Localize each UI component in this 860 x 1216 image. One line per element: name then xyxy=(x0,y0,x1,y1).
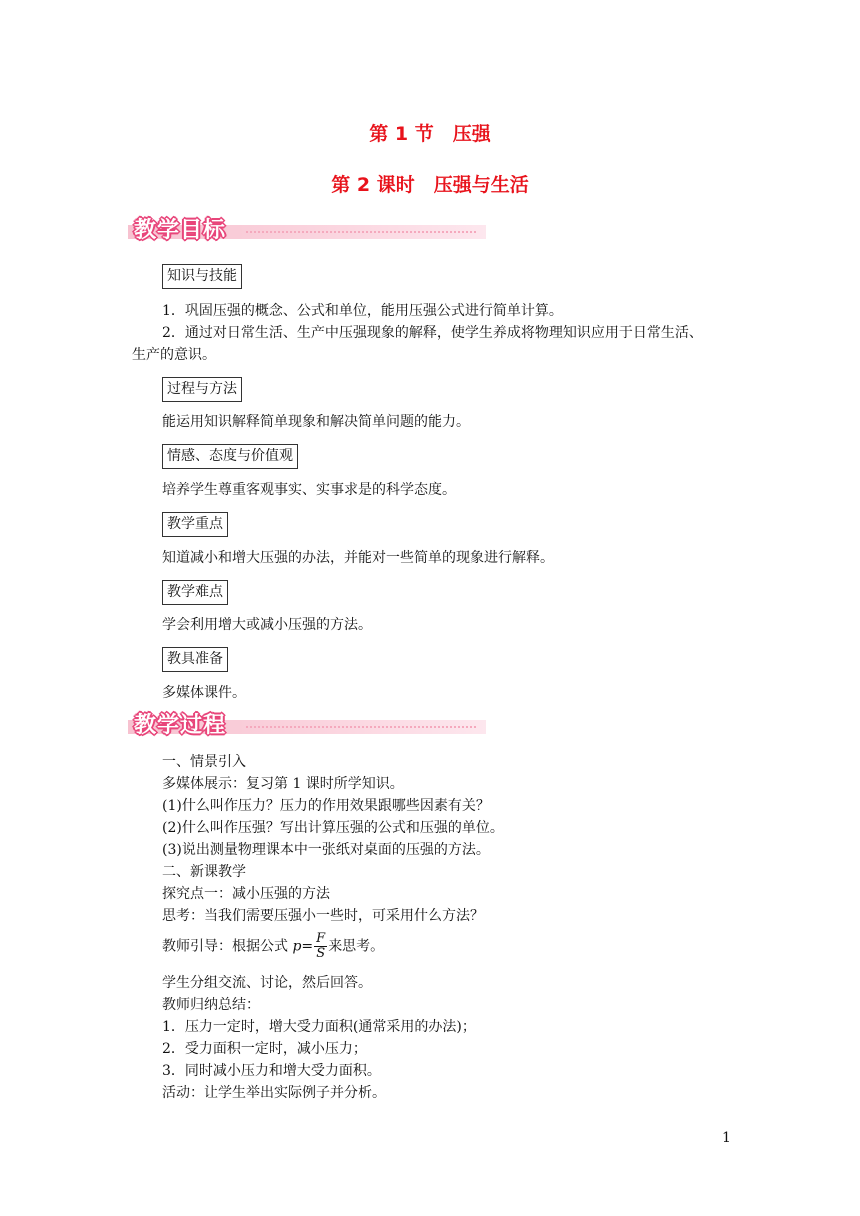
formula-eq: = xyxy=(301,938,314,955)
goals-banner xyxy=(128,213,488,243)
attitude-text: 培养学生尊重客观事实、实事求是的科学态度。 xyxy=(162,482,456,498)
process-line: 2．受力面积一定时，减小压力； xyxy=(162,1041,367,1057)
section-title: 第 1 节 压强 xyxy=(369,123,491,145)
process-line: 教师归纳总结： xyxy=(162,997,260,1013)
method-text: 能运用知识解释简单现象和解决简单问题的能力。 xyxy=(162,414,470,430)
formula-var-p: p xyxy=(292,938,302,955)
formula-suffix: 来思考。 xyxy=(328,938,385,955)
process-line: 多媒体展示：复习第 1 课时所学知识。 xyxy=(162,776,404,792)
knowledge-item-2a: 2．通过对日常生活、生产中压强现象的解释，使学生养成将物理知识应用于日常生活、 xyxy=(162,325,703,341)
knowledge-label: 知识与技能 xyxy=(162,264,242,289)
lesson-title: 第 2 课时 压强与生活 xyxy=(331,174,529,196)
tools-text: 多媒体课件。 xyxy=(162,685,246,701)
process-line: 思考：当我们需要压强小一些时，可采用什么方法？ xyxy=(162,908,484,924)
banner-dots xyxy=(246,231,476,233)
knowledge-item-1: 1．巩固压强的概念、公式和单位，能用压强公式进行简单计算。 xyxy=(162,303,563,319)
process-line: 一、情景引入 xyxy=(162,754,246,770)
process-line: (2)什么叫作压强？写出计算压强的公式和压强的单位。 xyxy=(162,820,504,836)
key-point-label: 教学重点 xyxy=(162,512,228,537)
knowledge-item-2b: 生产的意识。 xyxy=(132,347,216,363)
tools-label: 教具准备 xyxy=(162,647,228,672)
method-label: 过程与方法 xyxy=(162,377,242,402)
page-number: 1 xyxy=(722,1130,731,1146)
process-line: 活动：让学生举出实际例子并分析。 xyxy=(162,1085,386,1101)
formula-prefix: 教师引导：根据公式 xyxy=(162,938,293,955)
process-line: (1)什么叫作压力？压力的作用效果跟哪些因素有关？ xyxy=(162,798,490,814)
process-line: 二、新课教学 xyxy=(162,864,246,880)
formula-fraction xyxy=(314,932,327,961)
fraction-denominator: S xyxy=(316,946,326,961)
process-banner-label: 教学过程 xyxy=(134,713,227,738)
attitude-label: 情感、态度与价值观 xyxy=(162,444,298,469)
process-line: 学生分组交流、讨论，然后回答。 xyxy=(162,975,372,991)
process-line: (3)说出测量物理课本中一张纸对桌面的压强的方法。 xyxy=(162,842,490,858)
goals-banner-label: 教学目标 xyxy=(134,218,227,243)
fraction-numerator: F xyxy=(316,931,326,946)
difficulty-label: 教学难点 xyxy=(162,580,228,605)
process-line: 3．同时减小压力和增大受力面积。 xyxy=(162,1063,381,1079)
banner-dots xyxy=(246,726,476,728)
process-banner xyxy=(128,708,488,738)
process-line: 1．压力一定时，增大受力面积(通常采用的办法)； xyxy=(162,1019,476,1035)
formula-line xyxy=(162,932,384,961)
difficulty-text: 学会利用增大或减小压强的方法。 xyxy=(162,617,372,633)
process-line: 探究点一：减小压强的方法 xyxy=(162,886,330,902)
key-point-text: 知道减小和增大压强的办法，并能对一些简单的现象进行解释。 xyxy=(162,550,554,566)
